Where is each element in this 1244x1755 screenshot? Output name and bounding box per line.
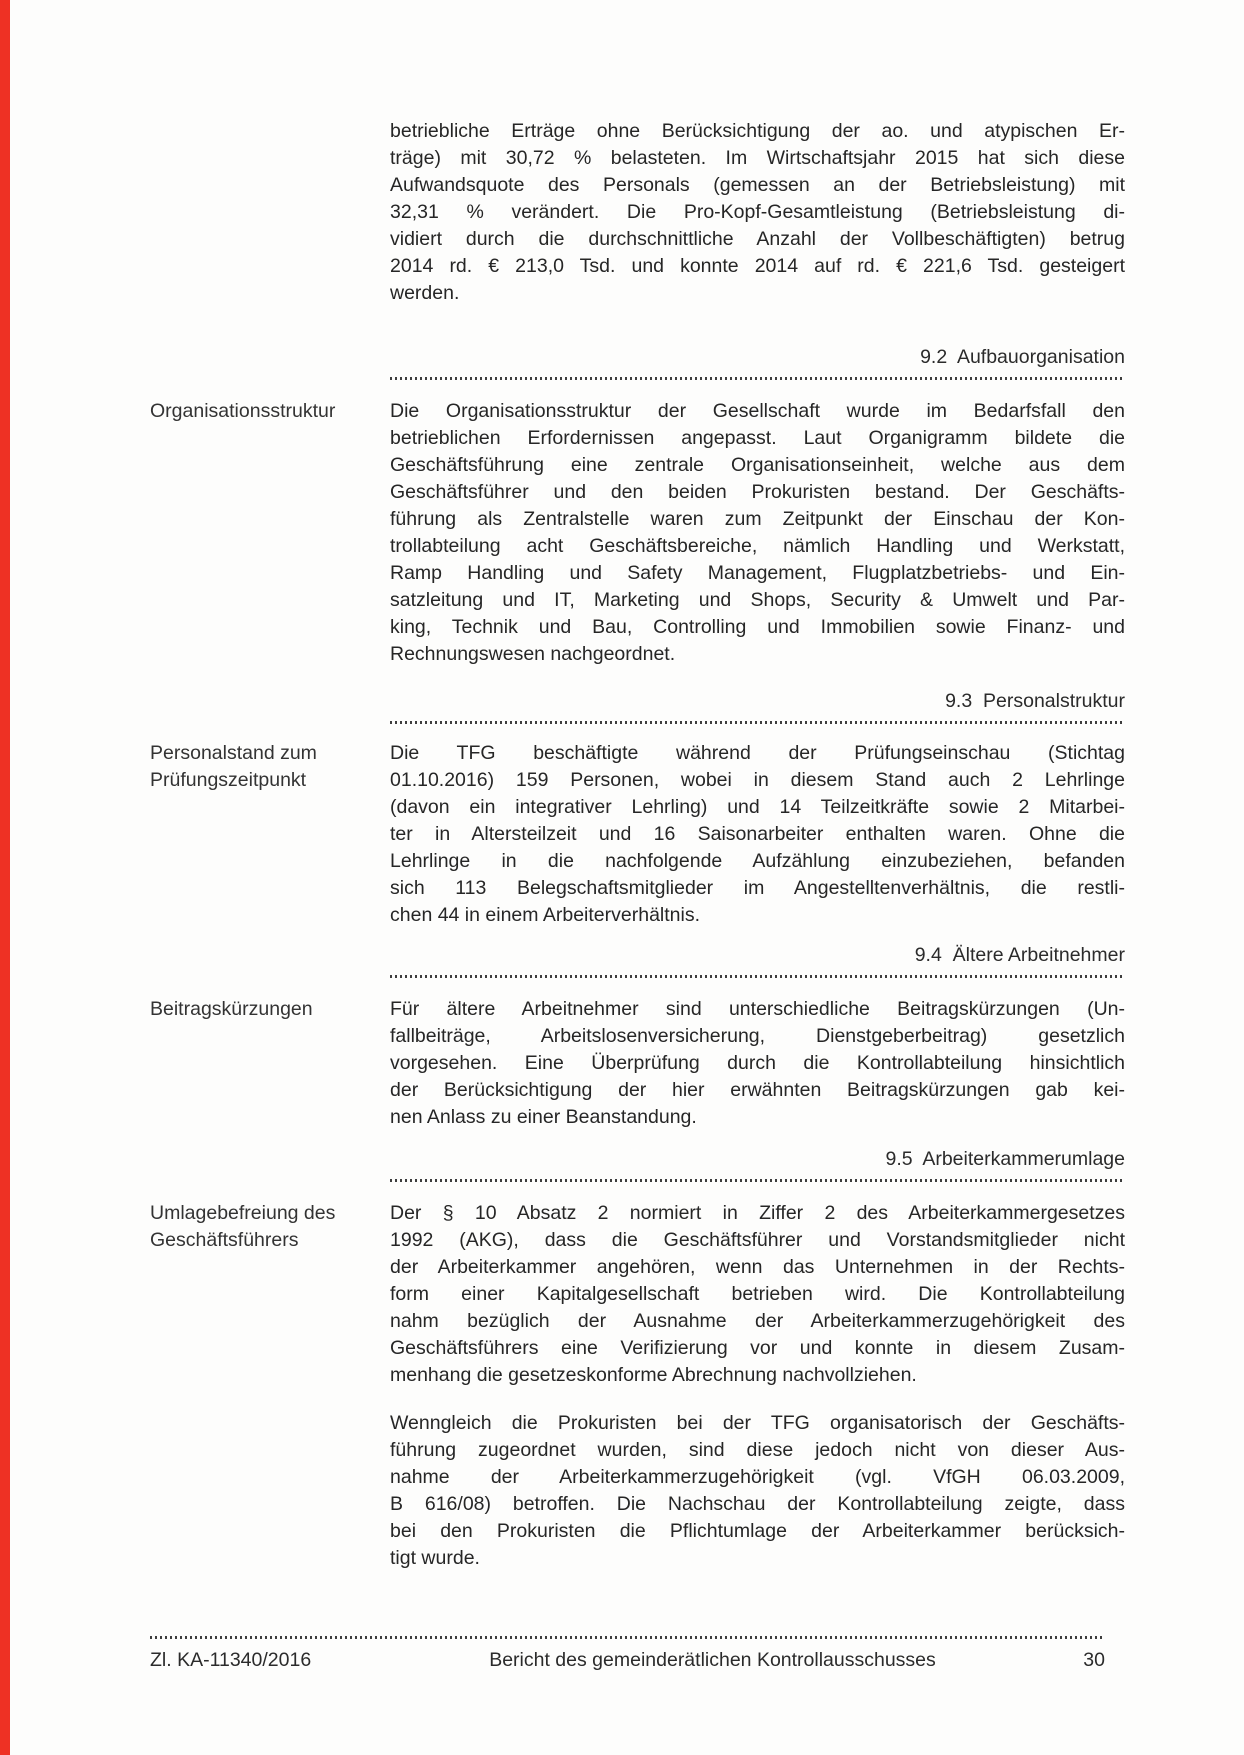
- text-line: Prüfungszeitpunkt: [150, 769, 307, 791]
- section-9-5-paragraph: [390, 1200, 1125, 1389]
- page-footer: [150, 1636, 1105, 1672]
- text-line: fallbeiträge, Arbeitslosenversicherung, Dienstgeberbeitrag) gesetzlich: [390, 1025, 1125, 1047]
- text-line: sich 113 Belegschaftsmitglieder im Angestelltenverhältnis, die restli-: [390, 877, 1125, 899]
- red-margin-line: [0, 0, 10, 1755]
- text-line: (davon ein integrativer Lehrling) und 14 Teilzeitkräfte sowie 2 Mitarbei-: [390, 796, 1125, 818]
- text-line: king, Technik und Bau, Controlling und Immobilien sowie Finanz- und: [390, 616, 1125, 638]
- text-line: Geschäftsführers eine Verifizierung vor und konnte in diesem Zusam-: [390, 1337, 1125, 1359]
- text-line: Die Organisationsstruktur der Gesellschaft wurde im Bedarfsfall den: [390, 400, 1125, 422]
- text-line: tigt wurde.: [390, 1547, 480, 1569]
- text-line: Geschäftsführer und den beiden Prokuristen bestand. Der Geschäfts-: [390, 481, 1125, 503]
- text-line: Lehrlinge in die nachfolgende Aufzählung einzubeziehen, befanden: [390, 850, 1125, 872]
- section-heading-text: 9.3 Personalstruktur: [945, 690, 1125, 712]
- text-line: der Berücksichtigung der hier erwähnten Beitragskürzungen gab kei-: [390, 1079, 1125, 1101]
- text-line: führung als Zentralstelle waren zum Zeitpunkt der Einschau der Kon-: [390, 508, 1125, 530]
- text-line: nen Anlass zu einer Beanstandung.: [390, 1106, 697, 1128]
- text-line: trollabteilung acht Geschäftsbereiche, nämlich Handling und Werkstatt,: [390, 535, 1125, 557]
- section-heading-text: 9.4 Ältere Arbeitnehmer: [914, 944, 1125, 966]
- text-line: betrieblichen Erfordernissen angepasst. Laut Organigramm bildete die: [390, 427, 1125, 449]
- section-9-5-paragraph-2: [390, 1410, 1125, 1572]
- text-line: betriebliche Erträge ohne Berücksichtigung der ao. und atypischen Er-: [390, 120, 1125, 142]
- text-line: vidiert durch die durchschnittliche Anzahl der Vollbeschäftigten) betrug: [390, 228, 1125, 250]
- text-line: ter in Altersteilzeit und 16 Saisonarbeiter enthalten waren. Ohne die: [390, 823, 1125, 845]
- text-line: vorgesehen. Eine Überprüfung durch die Kontrollabteilung hinsichtlich: [390, 1052, 1125, 1074]
- intro-paragraph: [390, 118, 1125, 307]
- text-line: 2014 rd. € 213,0 Tsd. und konnte 2014 auf rd. € 221,6 Tsd. gesteigert: [390, 255, 1125, 277]
- text-line: form einer Kapitalgesellschaft betrieben wird. Die Kontrollabteilung: [390, 1283, 1125, 1305]
- side-label-umlagebefreiung: [150, 1200, 380, 1254]
- text-line: 01.10.2016) 159 Personen, wobei in diesem Stand auch 2 Lehrlinge: [390, 769, 1125, 791]
- section-heading-text: 9.2 Aufbauorganisation: [920, 346, 1125, 368]
- text-line: werden.: [390, 282, 460, 304]
- text-line: Ramp Handling und Safety Management, Flugplatzbetriebs- und Ein-: [390, 562, 1125, 584]
- heading-underline: [390, 721, 1125, 724]
- section-heading-9-5: [390, 1148, 1125, 1182]
- text-line: der Arbeiterkammer angehören, wenn das Unternehmen in der Rechts-: [390, 1256, 1125, 1278]
- text-line: Beitragskürzungen: [150, 998, 313, 1020]
- text-line: nahm bezüglich der Ausnahme der Arbeiterkammerzugehörigkeit des: [390, 1310, 1125, 1332]
- section-9-2-paragraph: [390, 398, 1125, 668]
- text-line: Aufwandsquote des Personals (gemessen an der Betriebsleistung) mit: [390, 174, 1125, 196]
- text-line: bei den Prokuristen die Pflichtumlage der Arbeiterkammer berücksich-: [390, 1520, 1125, 1542]
- text-line: träge) mit 30,72 % belasteten. Im Wirtschaftsjahr 2015 hat sich diese: [390, 147, 1125, 169]
- text-line: 32,31 % verändert. Die Pro-Kopf-Gesamtleistung (Betriebsleistung di-: [390, 201, 1125, 223]
- text-line: menhang die gesetzeskonforme Abrechnung nachvollziehen.: [390, 1364, 917, 1386]
- side-label-beitragskuerzungen: [150, 996, 380, 1023]
- footer-divider-line: [150, 1636, 1105, 1639]
- text-line: Personalstand zum: [150, 742, 317, 764]
- text-line: Für ältere Arbeitnehmer sind unterschiedliche Beitragskürzungen (Un-: [390, 998, 1125, 1020]
- text-line: nahme der Arbeiterkammerzugehörigkeit (vgl. VfGH 06.03.2009,: [390, 1466, 1125, 1488]
- heading-underline: [390, 1179, 1125, 1182]
- section-heading-9-3: [390, 690, 1125, 724]
- text-line: Organisationsstruktur: [150, 400, 336, 422]
- section-9-3-paragraph: [390, 740, 1125, 929]
- text-line: führung zugeordnet wurden, sind diese jedoch nicht von dieser Aus-: [390, 1439, 1125, 1461]
- text-line: Geschäftsführers: [150, 1229, 299, 1251]
- text-line: Die TFG beschäftigte während der Prüfungseinschau (Stichtag: [390, 742, 1125, 764]
- footer-row: [150, 1649, 1105, 1672]
- section-heading-text: 9.5 Arbeiterkammerumlage: [885, 1148, 1125, 1170]
- text-line: Geschäftsführung eine zentrale Organisationseinheit, welche aus dem: [390, 454, 1125, 476]
- heading-underline: [390, 377, 1125, 380]
- section-heading-9-2: [390, 346, 1125, 380]
- text-line: 1992 (AKG), dass die Geschäftsführer und Vorstandsmitglieder nicht: [390, 1229, 1125, 1251]
- text-line: Der § 10 Absatz 2 normiert in Ziffer 2 des Arbeiterkammergesetzes: [390, 1202, 1125, 1224]
- heading-underline: [390, 975, 1125, 978]
- section-heading-9-4: [390, 944, 1125, 978]
- text-line: Wenngleich die Prokuristen bei der TFG organisatorisch der Geschäfts-: [390, 1412, 1125, 1434]
- side-label-organisationsstruktur: [150, 398, 380, 425]
- side-label-personalstand: [150, 740, 380, 794]
- text-line: Umlagebefreiung des: [150, 1202, 336, 1224]
- footer-page-number: 30: [1083, 1649, 1105, 1671]
- section-9-4-paragraph: [390, 996, 1125, 1131]
- footer-reference-number: Zl. KA-11340/2016: [150, 1649, 312, 1671]
- footer-report-title: Bericht des gemeinderätlichen Kontrollausschusses: [489, 1649, 936, 1671]
- text-line: Rechnungswesen nachgeordnet.: [390, 643, 676, 665]
- text-line: chen 44 in einem Arbeiterverhältnis.: [390, 904, 701, 926]
- text-line: satzleitung und IT, Marketing und Shops, Security & Umwelt und Par-: [390, 589, 1125, 611]
- text-line: B 616/08) betroffen. Die Nachschau der Kontrollabteilung zeigte, dass: [390, 1493, 1125, 1515]
